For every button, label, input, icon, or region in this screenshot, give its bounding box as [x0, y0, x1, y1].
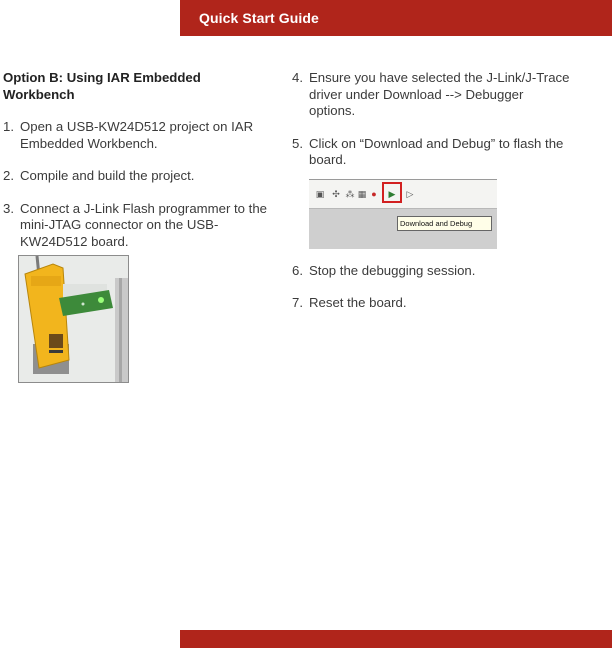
- left-column: [3, 70, 275, 383]
- step-number: 7.: [292, 295, 303, 310]
- step-4: [292, 70, 572, 120]
- tooltip: Download and Debug: [397, 216, 492, 231]
- header-bar: [180, 0, 612, 36]
- step-2: [3, 168, 275, 185]
- stop-icon: ●: [371, 188, 377, 199]
- step-number: 6.: [292, 262, 303, 278]
- step-text: Ensure you have selected the J-Link/J-Trace driver under Download --> Debugger options.: [309, 70, 570, 118]
- step-number: 1.: [3, 119, 14, 134]
- toolbar-icon: ⁂: [345, 188, 355, 199]
- section-title: Option B: Using IAR Embedded Workbench: [3, 70, 201, 102]
- highlight-box: [382, 182, 402, 203]
- step-text: Stop the debugging session.: [309, 262, 476, 278]
- step-5: [292, 136, 572, 169]
- footer-bar: [180, 630, 612, 648]
- step-number: 2.: [3, 168, 14, 183]
- toolbar-icon: ✣: [332, 188, 340, 199]
- step-3: [3, 201, 275, 251]
- header-title: Quick Start Guide: [199, 10, 319, 26]
- jlink-programmer-photo: [18, 255, 129, 383]
- download-debug-icon: ▶: [388, 188, 396, 199]
- step-6: [292, 263, 572, 280]
- step-text: Compile and build the project.: [20, 168, 195, 183]
- step-7: [292, 295, 572, 312]
- step-text: Reset the board.: [309, 295, 407, 310]
- right-column: [292, 70, 572, 328]
- step-text: Connect a J-Link Flash programmer to the mini-JTAG connector on the USB-KW24D512 board.: [20, 200, 268, 249]
- debug-without-download-icon: ▷: [406, 188, 414, 199]
- step-number: 4.: [292, 70, 303, 85]
- step-1: [3, 119, 275, 152]
- step-text: Click on “Download and Debug” to flash the board.: [309, 135, 564, 167]
- toolbar-strip: [309, 179, 497, 209]
- ide-toolbar-screenshot: [309, 179, 497, 249]
- toolbar-icon: ▦: [357, 188, 367, 199]
- step-text: Open a USB-KW24D512 project on IAR Embedded Workbench.: [20, 119, 254, 151]
- step-number: 3.: [3, 200, 14, 216]
- toolbar-icon: ▣: [315, 188, 325, 199]
- step-number: 5.: [292, 135, 303, 151]
